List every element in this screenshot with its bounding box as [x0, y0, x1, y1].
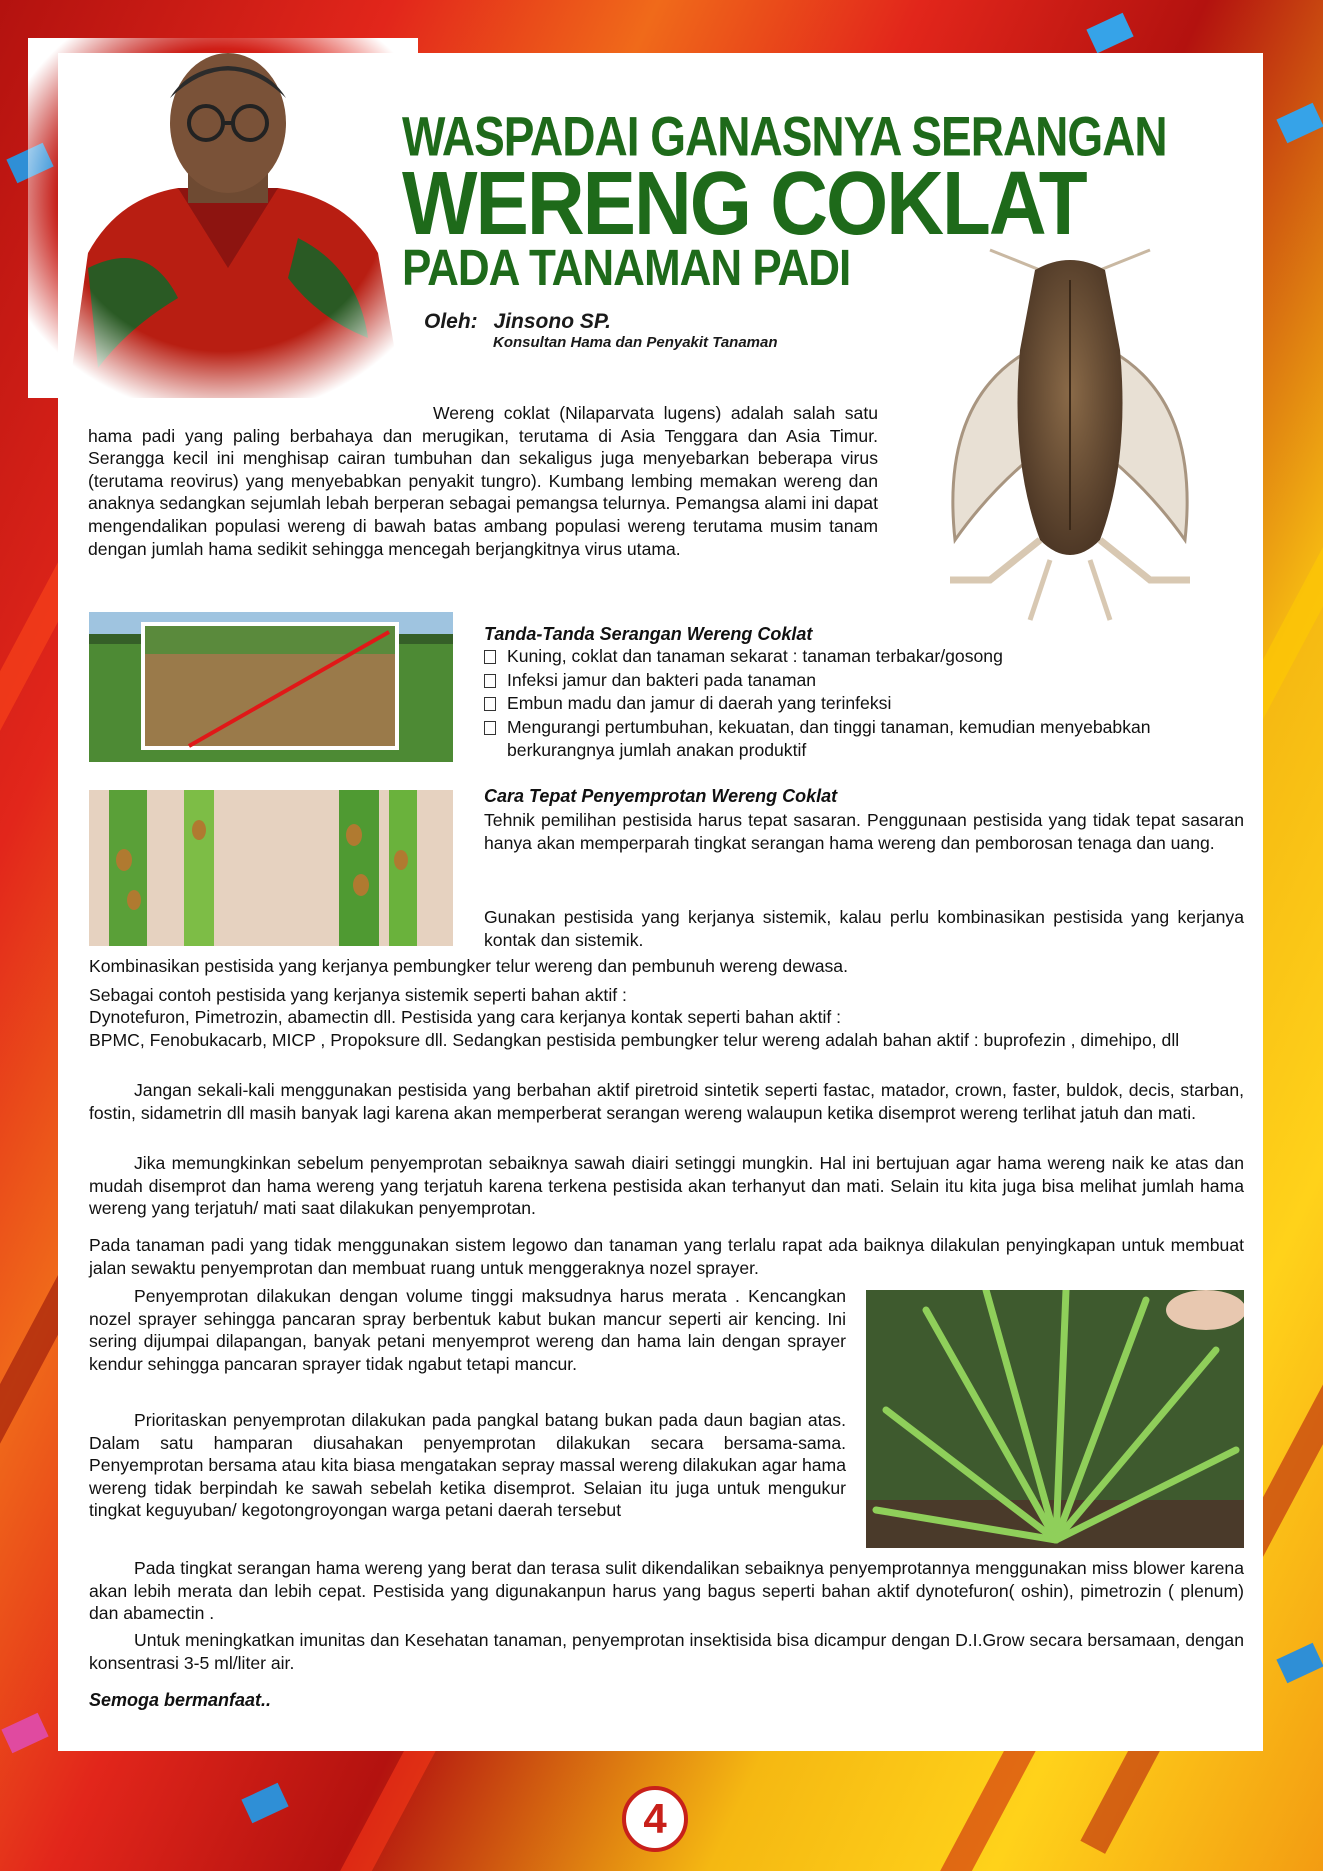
body-paragraph: Jika memungkinkan sebelum penyemprotan sebaiknya sawah diairi setinggi mungkin. Hal ini bertujuan agar hama wereng naik ke atas dan mudah disemprot dan hama wereng yang terjatuh karena terkena pestisida akan terhanyut dan mati. Selain itu kita juga bisa melihat jumlah hama wereng yang terjatuh/ mati saat dilakukan penyemprotan.	[89, 1153, 1244, 1219]
list-item: Kuning, coklat dan tanaman sekarat : tanaman terbakar/gosong	[484, 645, 1244, 669]
confetti	[1, 1713, 48, 1753]
author-prefix: Oleh:	[424, 310, 478, 333]
confetti	[241, 1783, 288, 1823]
body-paragraph: Sebagai contoh pestisida yang kerjanya sistemik seperti bahan aktif :	[89, 985, 627, 1005]
author-name: Jinsono SP.	[493, 310, 611, 333]
intro-paragraph: Wereng coklat (Nilaparvata lugens) adalah salah satu hama padi yang paling berbahaya dan merugikan, terutama di Asia Tenggara dan Asia Timur. Serangga kecil ini menghisap cairan tumbuhan dan sekaligus juga menyebarkan beberapa virus (terutama reovirus) yang menyebabkan penyakit tungro). Kumbang lembing memakan wereng dan anaknya sedangkan sejumlah lebah berperan sebagai pemangsa telurnya. Pemangsa alami ini dapat mengendalikan populasi wereng di bawah batas ambang populasi wereng terutama musim tanam dengan jumlah hama sedikit sehingga mencegah berjangkitnya virus utama.	[88, 403, 878, 559]
symptoms-list	[484, 645, 1244, 763]
spraying-heading: Cara Tepat Penyemprotan Wereng Coklat	[484, 786, 838, 806]
headline-line-2: WERENG COKLAT	[402, 153, 1086, 253]
body-paragraph: Jangan sekali-kali menggunakan pestisida yang berbahan aktif piretroid sintetik seperti fastac, matador, crown, faster, buldok, decis, starban, fostin, sidametrin dll masih banyak lagi karena akan memperberat serangan wereng walaupun ketika disemprot wereng terlihat jatuh dan mati.	[89, 1080, 1244, 1123]
author-role: Konsultan Hama dan Penyakit Tanaman	[493, 334, 778, 351]
author-byline	[424, 310, 611, 334]
symptoms-heading: Tanda-Tanda Serangan Wereng Coklat	[484, 624, 813, 644]
body-paragraph: BPMC, Fenobukacarb, MICP , Propoksure dll. Sedangkan pestisida pembungker telur wereng adalah bahan aktif : buprofezin , dimehipo, dll	[89, 1030, 1180, 1050]
rice-field-photo	[89, 612, 453, 762]
list-item: Embun madu dan jamur di daerah yang terinfeksi	[484, 692, 1244, 716]
list-item: Infeksi jamur dan bakteri pada tanaman	[484, 669, 1244, 693]
rice-plant-base-photo	[866, 1290, 1244, 1548]
body-paragraph: Penyemprotan dilakukan dengan volume tinggi maksudnya harus merata . Kencangkan nozel sprayer sehingga pancaran spray berbentuk kabut bukan mancur seperti air kencing. Ini sering dijumpai dilapangan, banyak petani menyemprot wereng dan hama lain dengan sprayer kendur sehingga pancaran sprayer tidak ngabut tetapi mancur.	[89, 1286, 846, 1374]
closing-text: Semoga bermanfaat..	[89, 1690, 272, 1710]
body-paragraph: Pada tingkat serangan hama wereng yang berat dan terasa sulit dikendalikan sebaiknya penyemprotannya menggunakan miss blower karena akan lebih merata dan lebih cepat. Pestisida yang digunakanpun harus yang bagus seperti bahan aktif dynotefuron( oshin), pimetrozin ( plenum) dan abamectin .	[89, 1558, 1244, 1624]
body-paragraph: Kombinasikan pestisida yang kerjanya pembungker telur wereng dan pembunuh wereng dewasa.	[89, 956, 848, 976]
confetti	[1276, 1643, 1323, 1683]
spraying-paragraph-2: Gunakan pestisida yang kerjanya sistemik, kalau perlu kombinasikan pestisida yang kerjanya kontak dan sistemik.	[484, 907, 1244, 950]
confetti	[1086, 13, 1133, 53]
headline-line-1: WASPADAI GANASNYA SERANGAN	[402, 105, 1167, 168]
spraying-paragraph-1: Tehnik pemilihan pestisida harus tepat sasaran. Penggunaan pestisida yang tidak tepat sasaran hanya akan memperparah tingkat serangan hama wereng dan pemborosan tenaga dan uang.	[484, 810, 1244, 853]
page-number-badge: 4	[622, 1786, 688, 1852]
brown-planthopper-image	[930, 240, 1210, 650]
body-paragraph: Dynotefuron, Pimetrozin, abamectin dll. Pestisida yang cara kerjanya kontak seperti bahan aktif :	[89, 1007, 842, 1027]
confetti	[1276, 103, 1323, 143]
body-paragraph: Pada tanaman padi yang tidak menggunakan sistem legowo dan tanaman yang terlalu rapat ada baiknya dilakulan penyingkapan untuk membuat jalan sewaktu penyemprotan dan membuat ruang untuk menggeraknya nozel sprayer.	[89, 1235, 1244, 1278]
list-item: Mengurangi pertumbuhan, kekuatan, dan tinggi tanaman, kemudian menyebabkan berkurangnya jumlah anakan produktif	[484, 716, 1244, 763]
body-paragraph: Untuk meningkatkan imunitas dan Kesehatan tanaman, penyemprotan insektisida bisa dicampur dengan D.I.Grow secara bersamaan, dengan konsentrasi 3-5 ml/liter air.	[89, 1630, 1244, 1673]
planthoppers-on-stems-photo	[89, 790, 453, 946]
headline-line-3: PADA TANAMAN PADI	[402, 240, 851, 297]
author-portrait	[28, 38, 418, 398]
body-paragraph: Prioritaskan penyemprotan dilakukan pada pangkal batang bukan pada daun bagian atas. Dalam satu hamparan diusahakan penyemprotan dilakukan secara bersama-sama. Penyemprotan bersama atau kita biasa mengatakan sepray massal wereng dilakukan agar hama wereng tidak berpindah ke sawah sebelah ketika disemprot. Selaian itu juga untuk mengukur tingkat keguyuban/ kegotongroyongan warga petani daerah tersebut	[89, 1410, 846, 1521]
